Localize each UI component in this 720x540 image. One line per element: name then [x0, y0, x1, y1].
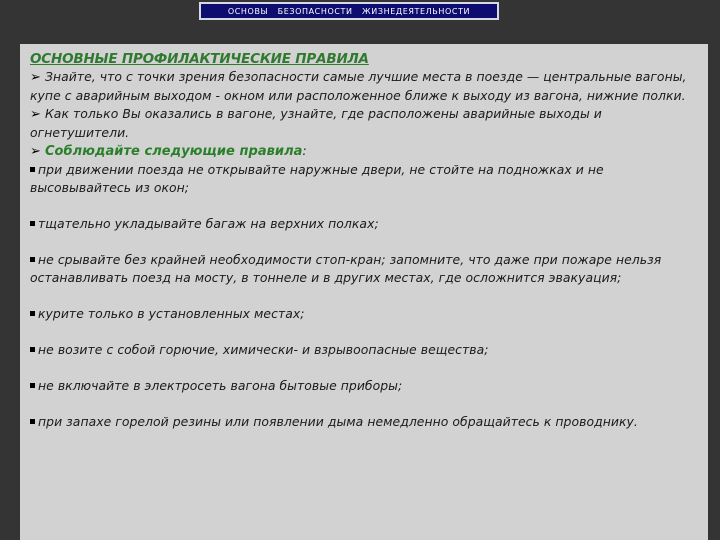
- rule-text: не срывайте без крайней необходимости стоп-кран; запомните, что даже при пожаре нельзя останавливать поезд на мосту, в тоннеле и в других местах, где осложнится эвакуация;: [30, 252, 662, 285]
- arrow-bullet-icon: ➢: [30, 70, 41, 85]
- rule-text: при движении поезда не открывайте наружные двери, не стойте на подножках и не высовывайтесь из окон;: [30, 162, 604, 195]
- content-panel: [20, 44, 708, 540]
- arrow-item: [30, 105, 698, 142]
- square-bullet-icon: [30, 383, 35, 388]
- square-bullet-icon: [30, 311, 35, 316]
- rules-heading-colon: :: [302, 143, 307, 158]
- square-bullet-icon: [30, 221, 35, 226]
- arrow-item-text: Как только Вы оказались в вагоне, узнайте, где расположены аварийные выходы и огнетушители.: [30, 106, 602, 140]
- rules-heading: Соблюдайте следующие правила: [44, 144, 303, 159]
- arrow-bullet-icon: ➢: [30, 144, 41, 159]
- arrow-bullet-icon: ➢: [30, 107, 41, 122]
- rule-text: не возите с собой горючие, химически- и взрывоопасные вещества;: [38, 342, 489, 357]
- rule-text: не включайте в электросеть вагона бытовые приборы;: [38, 378, 403, 393]
- arrow-item: [30, 68, 698, 105]
- square-bullet-icon: [30, 347, 35, 352]
- square-bullet-icon: [30, 257, 35, 262]
- header-title: ОСНОВЫ БЕЗОПАСНОСТИ ЖИЗНЕДЕЯТЕЛЬНОСТИ: [227, 6, 471, 16]
- rule-text: тщательно укладывайте багаж на верхних полках;: [38, 216, 379, 231]
- arrow-item-text: Знайте, что с точки зрения безопасности самые лучшие места в поезде — центральные вагоны, купе с аварийным выходом - окном или расположенное ближе к выходу из вагона, нижние полки.: [30, 69, 687, 103]
- square-bullet-icon: [30, 419, 35, 424]
- rules-heading-line: [30, 142, 698, 161]
- rule-item: [30, 251, 698, 287]
- rule-item: [30, 341, 698, 359]
- rule-text: при запахе горелой резины или появлении дыма немедленно обращайтесь к проводнику.: [38, 414, 638, 429]
- header-bar: [199, 2, 499, 20]
- square-bullet-icon: [30, 167, 35, 172]
- rule-item: [30, 413, 698, 431]
- rule-item: [30, 377, 698, 395]
- rule-text: курите только в установленных местах;: [38, 306, 305, 321]
- rule-item: [30, 215, 698, 233]
- rule-item: [30, 161, 698, 197]
- rule-item: [30, 305, 698, 323]
- section-title: ОСНОВНЫЕ ПРОФИЛАКТИЧЕСКИЕ ПРАВИЛА: [30, 51, 369, 67]
